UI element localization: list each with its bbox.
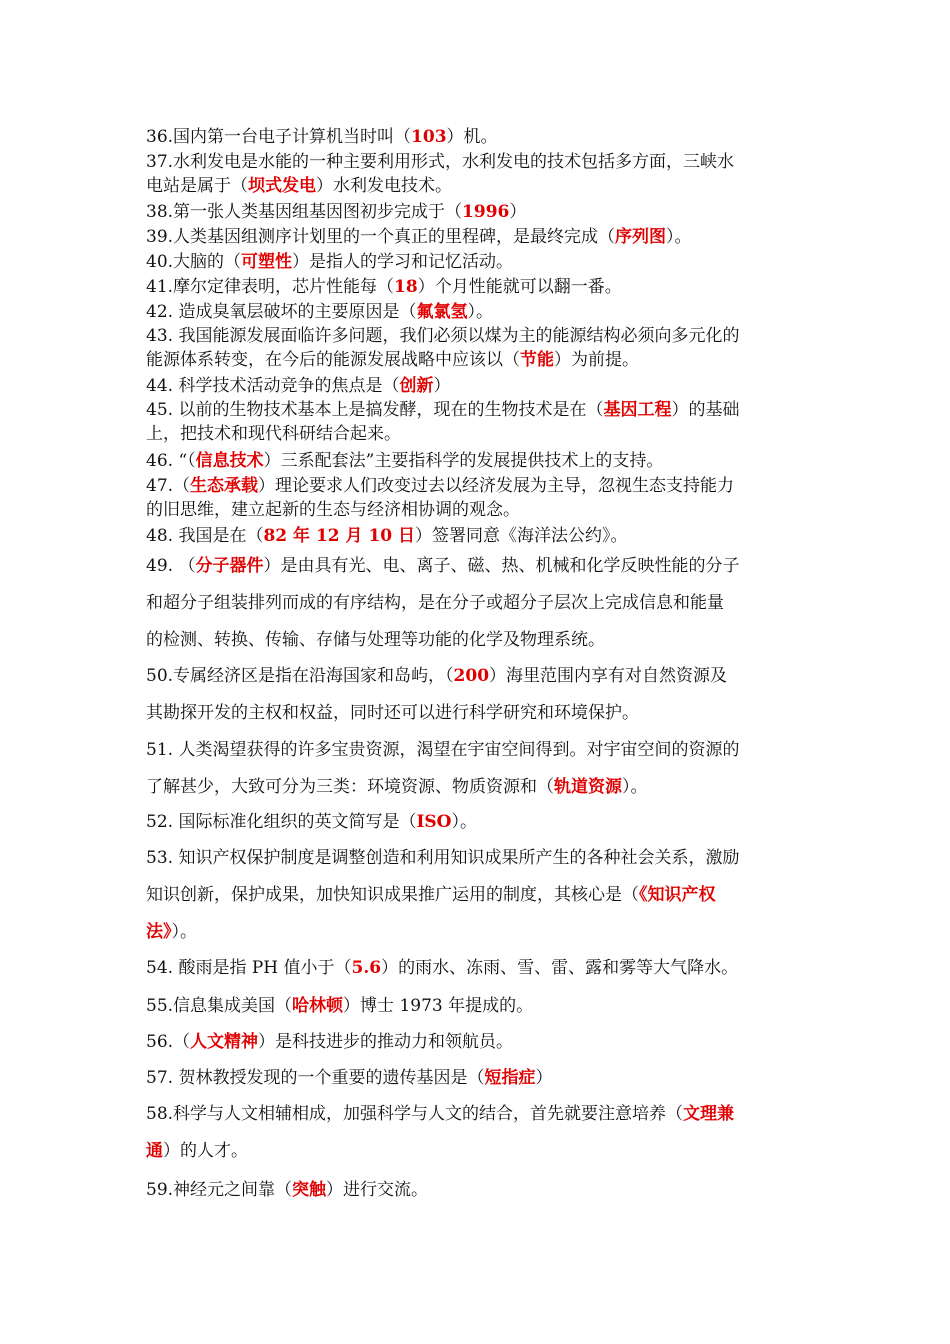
answer-text: 1996 (462, 202, 510, 222)
question-item (146, 125, 810, 149)
question-item (146, 1096, 810, 1170)
question-line (146, 1096, 810, 1133)
question-text: ）机。 (446, 127, 498, 147)
question-line (146, 877, 810, 914)
answer-text: 5.6 (351, 958, 382, 978)
question-text: ）的雨水、冻雨、雪、雷、露和雾等大气降水。 (381, 958, 739, 978)
question-line (146, 695, 810, 732)
question-text: 和超分子组装排列而成的有序结构，是在分子或超分子层次上完成信息和能量 (146, 593, 724, 613)
question-text: ）的基础 (671, 400, 740, 420)
question-text: ）水利发电技术。 (316, 176, 452, 196)
question-line (146, 1172, 810, 1209)
question-text: ）。 (171, 922, 197, 942)
question-text: ）为前提。 (554, 350, 639, 370)
question-item (146, 840, 810, 951)
question-text: 37.水利发电是水能的一种主要利用形式，水利发电的技术包括多方面，三峡水 (146, 152, 735, 172)
question-text: 55.信息集成美国（ (146, 996, 293, 1016)
question-text: 48. 我国是在（ (146, 526, 264, 546)
question-text: 53. 知识产权保护制度是调整创造和利用知识成果所产生的各种社会关系，激励 (146, 848, 740, 868)
question-line (146, 498, 810, 522)
question-line (146, 950, 810, 987)
question-line (146, 125, 810, 149)
question-text: 39.人类基因组测序计划里的一个真正的里程碑，是最终完成（ (146, 227, 616, 247)
question-text: ） (433, 376, 451, 396)
question-line (146, 150, 810, 174)
question-text: ）个月性能就可以翻一番。 (417, 277, 622, 297)
question-text: 58.科学与人文相辅相成，加强科学与人文的结合，首先就要注意培养（ (146, 1104, 684, 1124)
question-text: 41.摩尔定律表明，芯片性能每（ (146, 277, 395, 297)
question-line (146, 398, 810, 422)
answer-text: 基因工程 (603, 400, 672, 420)
question-line (146, 374, 810, 398)
answer-text: 轨道资源 (554, 777, 622, 797)
question-text: 50.专属经济区是指在沿海国家和岛屿，（ (146, 666, 454, 686)
answer-text: 可塑性 (241, 252, 293, 272)
question-line (146, 324, 810, 348)
question-line (146, 1024, 810, 1061)
question-item (146, 324, 810, 372)
question-text: 电站是属于（ (146, 176, 248, 196)
question-text: ）。 (451, 812, 477, 832)
question-item (146, 275, 810, 299)
question-text: 47.（ (146, 476, 191, 496)
answer-text: 生态承载 (190, 476, 259, 496)
question-text: ） (535, 1068, 553, 1088)
question-line (146, 732, 810, 769)
question-item (146, 449, 810, 473)
answer-text: 法》 (146, 922, 172, 942)
question-text: 了解甚少，大致可分为三类：环境资源、物质资源和（ (146, 777, 554, 797)
question-item (146, 732, 810, 806)
question-text: ）进行交流。 (326, 1180, 429, 1200)
question-text: 57. 贺林教授发现的一个重要的遗传基因是（ (146, 1068, 485, 1088)
question-line (146, 622, 810, 659)
question-text: 38.第一张人类基因组基因图初步完成于（ (146, 202, 463, 222)
question-text: ）是由具有光、电、离子、磁、热、机械和化学反映性能的分子 (263, 556, 740, 576)
question-text: 的旧思维，建立起新的生态与经济相协调的观念。 (146, 500, 520, 520)
answer-text: 82 年 12 月 10 日 (263, 526, 416, 546)
question-text: 45. 以前的生物技术基本上是搞发酵，现在的生物技术是在（ (146, 400, 604, 420)
question-line (146, 422, 810, 446)
answer-text: 哈林顿 (292, 996, 344, 1016)
answer-text: 200 (453, 666, 490, 686)
answer-text: 短指症 (484, 1068, 536, 1088)
question-text: ）。 (622, 777, 648, 797)
question-text: 36.国内第一台电子计算机当时叫（ (146, 127, 412, 147)
question-text: 43. 我国能源发展面临许多问题，我们必须以煤为主的能源结构必须向多元化的 (146, 326, 740, 346)
question-line (146, 1060, 810, 1097)
question-text: 44. 科学技术活动竞争的焦点是（ (146, 376, 400, 396)
question-item (146, 1024, 810, 1061)
answer-text: 人文精神 (190, 1032, 259, 1052)
question-line (146, 914, 810, 951)
question-text: 其勘探开发的主权和权益，同时还可以进行科学研究和环境保护。 (146, 703, 639, 723)
question-text: 能源体系转变，在今后的能源发展战略中应该以（ (146, 350, 520, 370)
answer-text: 节能 (520, 350, 554, 370)
question-line (146, 585, 810, 622)
question-text: 40.大脑的（ (146, 252, 242, 272)
question-line (146, 250, 810, 274)
question-text: 51. 人类渴望获得的许多宝贵资源，渴望在宇宙空间得到。对宇宙空间的资源的 (146, 740, 740, 760)
answer-text: 坝式发电 (248, 176, 316, 196)
answer-text: ISO (416, 812, 452, 832)
question-item (146, 398, 810, 446)
question-item (146, 524, 810, 548)
question-line (146, 174, 810, 198)
answer-text: 文理兼 (683, 1104, 735, 1124)
answer-text: 《知识产权 (639, 885, 716, 905)
question-item (146, 474, 810, 522)
question-item (146, 300, 810, 324)
question-text: ）。 (467, 302, 493, 322)
question-line (146, 275, 810, 299)
answer-text: 序列图 (615, 227, 667, 247)
question-text: ）签署同意《海洋法公约》。 (415, 526, 628, 546)
question-line (146, 840, 810, 877)
question-line (146, 200, 810, 224)
answer-text: 氟氯氢 (416, 302, 468, 322)
question-text: 知识创新，保护成果，加快知识成果推广运用的制度，其核心是（ (146, 885, 639, 905)
question-line (146, 449, 810, 473)
question-item (146, 225, 810, 249)
question-text: ）。 (666, 227, 692, 247)
question-line (146, 1133, 810, 1170)
question-line (146, 804, 810, 841)
answer-text: 信息技术 (195, 451, 264, 471)
question-line (146, 769, 810, 806)
question-line (146, 524, 810, 548)
question-item (146, 374, 810, 398)
question-text: ）海里范围内享有对自然资源及 (489, 666, 728, 686)
question-item (146, 548, 810, 659)
question-line (146, 225, 810, 249)
question-text: ）理论要求人们改变过去以经济发展为主导，忽视生态支持能力 (258, 476, 735, 496)
question-item (146, 804, 810, 841)
question-text: ）博士 1973 年提成的。 (343, 996, 534, 1016)
question-text: 52. 国际标准化组织的英文简写是（ (146, 812, 417, 832)
question-text: 42. 造成臭氧层破坏的主要原因是（ (146, 302, 417, 322)
question-text: ）的人才。 (163, 1141, 248, 1161)
question-line (146, 658, 810, 695)
question-line (146, 300, 810, 324)
question-text: 54. 酸雨是指 PH 值小于（ (146, 958, 352, 978)
question-item (146, 200, 810, 224)
question-text: 46. “（ (146, 451, 196, 471)
answer-text: 创新 (399, 376, 434, 396)
question-text: 的检测、转换、传输、存储与处理等功能的化学及物理系统。 (146, 630, 605, 650)
answer-text: 突触 (292, 1180, 327, 1200)
question-text: ）是科技进步的推动力和领航员。 (258, 1032, 514, 1052)
answer-text: 分子器件 (195, 556, 264, 576)
question-text: 56.（ (146, 1032, 191, 1052)
question-text: 上，把技术和现代科研结合起来。 (146, 424, 401, 444)
question-item (146, 250, 810, 274)
question-line (146, 548, 810, 585)
question-line (146, 474, 810, 498)
question-item (146, 988, 810, 1025)
question-line (146, 988, 810, 1025)
answer-text: 103 (411, 127, 447, 147)
question-item (146, 150, 810, 198)
question-text: ）是指人的学习和记忆活动。 (292, 252, 514, 272)
question-text: ）三系配套法”主要指科学的发展提供技术上的支持。 (263, 451, 664, 471)
question-line (146, 348, 810, 372)
question-item (146, 1172, 810, 1209)
question-text: 49. （ (146, 556, 196, 576)
question-item (146, 950, 810, 987)
answer-text: 通 (146, 1141, 163, 1161)
question-text: ） (509, 202, 527, 222)
question-item (146, 1060, 810, 1097)
answer-text: 18 (394, 277, 418, 297)
question-text: 59.神经元之间靠（ (146, 1180, 293, 1200)
question-item (146, 658, 810, 732)
